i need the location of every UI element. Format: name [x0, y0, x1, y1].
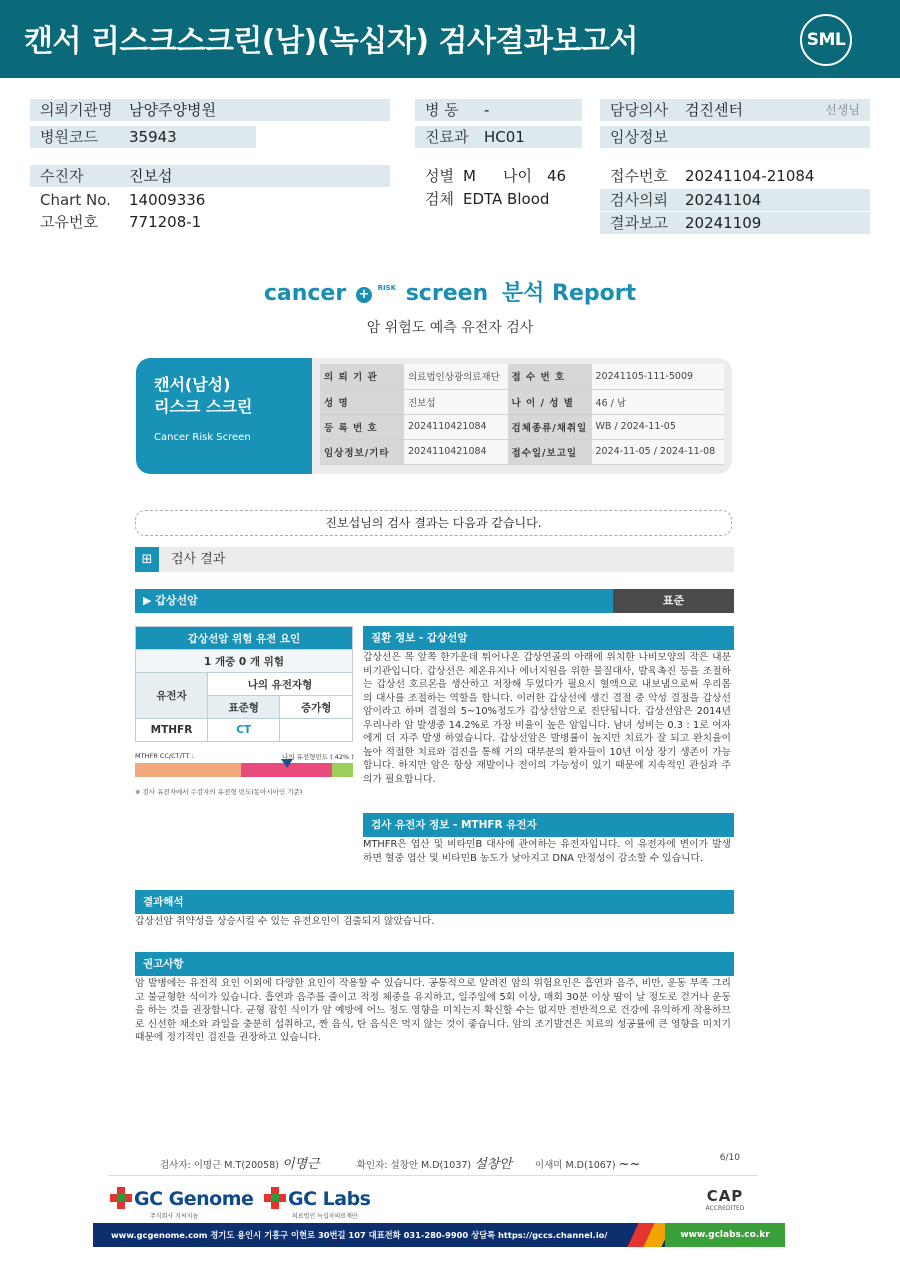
table-row: [136, 673, 353, 696]
confirmer: 확인자: 설창안 M.D(1037): [356, 1160, 472, 1171]
my-genotype-header: 나의 유전자형: [208, 673, 353, 696]
request-value: 20241104: [685, 191, 762, 209]
clinical-label: 임상정보: [610, 128, 668, 146]
frequency-note: ※ 검사 유전자에서 수검자의 유전형 빈도(동아시아인 기준): [135, 788, 303, 796]
dept-label: 진료과: [425, 128, 469, 146]
card-title-1: 캔서(남성): [154, 375, 231, 394]
ward-value: -: [484, 101, 490, 119]
card-title-en: Cancer Risk Screen: [154, 432, 251, 443]
risk-status-badge: 표준: [613, 589, 734, 613]
table-row: [320, 414, 724, 439]
hospital-code-value: 35943: [129, 128, 177, 146]
card-info-table: [320, 364, 724, 465]
patient-label: 수진자: [40, 167, 84, 185]
brand-screen: screen: [405, 281, 489, 306]
ward-row: [415, 99, 582, 121]
footer-divider: [108, 1175, 758, 1176]
card-title-2: 리스크 스크린: [154, 397, 253, 416]
signature-line: [160, 1153, 740, 1172]
doctor-label: 담당의사: [610, 101, 668, 119]
chart-label: Chart No.: [40, 191, 111, 209]
patient-value: 진보섭: [129, 167, 173, 185]
table-row: [320, 364, 724, 389]
doctor-suffix: 선생님: [825, 103, 860, 117]
patient-row: [30, 165, 390, 187]
examiner: 검사자: 이명근 M.T(20058): [160, 1160, 279, 1171]
sex-age-row: [415, 165, 595, 187]
result-message: 진보섭님의 검사 결과는 다음과 같습니다.: [135, 510, 732, 536]
receipt-value: 20241104-21084: [685, 167, 815, 185]
card-key: 접수일/보고일: [508, 439, 592, 464]
cancer-type-bar: ▶ 갑상선암: [135, 589, 613, 613]
interpretation-title: 결과해석: [135, 890, 734, 914]
footer-website: www.gclabs.co.kr: [665, 1223, 785, 1247]
sex-label: 성별: [425, 167, 454, 185]
footer-address: www.gcgenome.com 경기도 용인시 기흥구 이현로 30번길 107 대표전화 031-280-9900 상담톡 https://gccs.channel.io/: [111, 1230, 608, 1240]
scale-segment-cc: [135, 763, 241, 777]
page-number: 6/10: [719, 1153, 740, 1163]
second-signature: ~~: [618, 1157, 641, 1172]
uid-value: 771208-1: [129, 213, 202, 231]
increased-header: 증가형: [280, 696, 353, 719]
dept-row: [415, 126, 582, 148]
report-title: 캔서 리스크스크린(남)(녹십자) 검사결과보고서: [24, 24, 638, 59]
examiner-signature: 이명근: [282, 1157, 320, 1172]
result-value: 20241109: [685, 214, 762, 232]
report-header: [0, 0, 900, 78]
section-header: [135, 547, 734, 572]
gene-name: MTHFR: [136, 719, 208, 742]
receipt-label: 접수번호: [610, 167, 668, 185]
footer-bar: [93, 1223, 785, 1247]
card-value: 진보섭: [404, 389, 508, 414]
genotype-standard: CT: [208, 719, 280, 742]
gc-labs-name: GC Labs: [288, 1188, 371, 1210]
card-value: 46 / 남: [592, 389, 724, 414]
age-value: 46: [547, 167, 567, 185]
age-label: 나이: [503, 167, 532, 185]
gene-info-text: MTHFR은 엽산 및 비타민B 대사에 관여하는 유전자입니다. 이 유전자에 변이가 발생하면 혈중 엽산 및 비타민B 농도가 낮아지고 DNA 안정성이 감소할 수 있습니다.: [363, 839, 731, 864]
dept-value: HC01: [484, 128, 525, 146]
card-value: 2024110421084: [404, 439, 508, 464]
recommendation-title: 권고사항: [135, 952, 734, 976]
gc-genome-tag: 주식회사 지씨지놈: [150, 1213, 199, 1220]
confirmer-signature: 설창안: [474, 1157, 512, 1172]
plus-icon: +: [356, 287, 372, 303]
cap-sub: ACCREDITED: [705, 1205, 745, 1212]
specimen-label: 검체: [425, 190, 454, 208]
section-title: 검사 결과: [171, 552, 226, 567]
institution-row: [30, 99, 390, 121]
interpretation-text: 갑상선암 취약성을 상승시킬 수 있는 유전요인이 검출되지 않았습니다.: [135, 916, 435, 927]
gc-labs-tag: 의료법인 녹십자의료재단: [292, 1213, 358, 1220]
hospital-code-row: [30, 126, 256, 148]
table-row: [320, 439, 724, 464]
disease-info-text: 갑상선은 목 앞쪽 한가운데 튀어나온 갑상연골의 아래에 위치한 나비모양의 작은 내분비기관입니다. 갑상선은 체온유지나 에너지원을 위한 물질대사, 발육촉진 등을 조절하는 갑상선 호르몬을 생산하고 저장해 두었다가 필요시 혈액으로 내보냄으로써 우리몸의 대사를 조절하는 역할을 합니다. 이러한 갑상선에 생긴 결절 중 악성 결절을 갑상선암이라고 하며 결절의 5~10%정도가 갑상선암으로 진단됩니다. 갑상선암은 2014년 우리나라 암 발생중 14.2%로 가장 비율이 높은 암입니다. 남녀 성비는 0.3 : 1로 여자에게 더 자주 발생 하였습니다. 갑상선암은 발병률이 높지만 치료가 잘 되고 완치율이 높아 적절한 치료와 검진을 통해 거의 대부분의 환자들이 10년 이상 장기 생존이 가능합니다. 하지만 암은 항상 재발이나 전이의 가능성이 있기 때문에 지속적인 관심과 주의가 필요합니다.: [363, 652, 731, 785]
my-frequency-marker: [281, 759, 293, 768]
risk-table-title: 갑상선암 위험 유전 요인: [136, 627, 353, 650]
cap-text: CAP: [706, 1187, 744, 1205]
risk-gene-table: [135, 626, 353, 742]
brand-risk: RISK: [377, 284, 397, 292]
chart-row: [30, 189, 390, 211]
card-title-panel: [136, 358, 312, 474]
clinical-row: [600, 126, 870, 148]
doctor-value: 검진센터: [685, 101, 743, 119]
receipt-row: [600, 165, 870, 187]
scale-left-label: MTHFR CC/CT/TT :: [135, 752, 194, 760]
card-key: 임상정보/기타: [320, 439, 404, 464]
specimen-value: EDTA Blood: [463, 190, 550, 208]
uid-label: 고유번호: [40, 213, 98, 231]
genotype-frequency-scale: [135, 763, 353, 777]
scale-right-label: 나의 유전형빈도 ( 42% ): [282, 753, 354, 761]
recommendation-text: 암 발병에는 유전적 요인 이외에 다양한 요인이 작용할 수 있습니다. 공통적으로 알려진 암의 위험요인은 흡연과 음주, 비만, 운동 부족 그리고 불균형한 식이가 있습니다. 흡연과 음주를 줄이고 적정 체중을 유지하고, 일주일에 5회 이상, 매회 30분 이상 땀이 날 정도로 걷거나 운동을 하는 것을 권장합니다. 균형 잡힌 식이가 암 예방에 어느 정도 영향을 미치는지 확신할 수는 없지만 전반적으로 건강에 유익하게 작용하므로 신선한 채소와 과일을 충분히 섭취하고, 짠 음식, 탄 음식은 먹지 않는 것이 좋습니다. 암의 조기발견은 치료의 성공률에 큰 영향을 미치기 때문에 정기적인 검진을 권장하고 있습니다.: [135, 978, 731, 1043]
disease-info-title: 질환 정보 - 갑상선암: [363, 626, 734, 650]
specimen-row: [415, 188, 595, 210]
sml-logo: SML: [800, 14, 852, 66]
request-row: [600, 189, 870, 211]
card-key: 의 뢰 기 관: [320, 364, 404, 389]
test-info-card: [136, 358, 732, 474]
card-value: 20241105-111-5009: [592, 364, 724, 389]
scale-segment-tt: [332, 763, 353, 777]
table-row: [136, 650, 353, 673]
gc-cross-icon: [110, 1187, 132, 1209]
gc-cross-icon: [264, 1187, 286, 1209]
table-row: [320, 389, 724, 414]
second-confirmer: 이새미 M.D(1067): [534, 1160, 616, 1171]
gc-genome-name: GC Genome: [134, 1188, 254, 1210]
brand-cancer: cancer: [263, 281, 347, 306]
card-value: WB / 2024-11-05: [592, 414, 724, 439]
ward-label: 병 동: [425, 101, 459, 119]
cap-accredited-logo: [690, 1187, 760, 1212]
brand-logo: [0, 276, 900, 307]
gene-info-title: 검사 유전자 정보 - MTHFR 유전자: [363, 813, 734, 837]
card-value: 2024110421084: [404, 414, 508, 439]
gc-genome-logo: [110, 1187, 253, 1220]
card-value: 의료법인상광의료재단: [404, 364, 508, 389]
table-row: [136, 719, 353, 742]
card-key: 나 이 / 성 별: [508, 389, 592, 414]
genotype-increased: [280, 719, 353, 742]
brand-report: 분석 Report: [501, 281, 637, 306]
hospital-code-label: 병원코드: [40, 128, 98, 146]
card-key: 등 록 번 호: [320, 414, 404, 439]
card-value: 2024-11-05 / 2024-11-08: [592, 439, 724, 464]
card-key: 성 명: [320, 389, 404, 414]
table-row: [136, 627, 353, 650]
card-key: 접 수 번 호: [508, 364, 592, 389]
uid-row: [30, 211, 390, 233]
doctor-row: [600, 99, 870, 121]
card-key: 검체종류/채취일: [508, 414, 592, 439]
brand-subtitle: 암 위험도 예측 유전자 검사: [366, 320, 534, 336]
risk-summary: 1 개중 0 개 위험: [136, 650, 353, 673]
gene-col-header: 유전자: [136, 673, 208, 719]
institution-value: 남양주양병원: [129, 101, 216, 119]
cancer-screen-brand: [0, 276, 900, 337]
gc-labs-logo: [264, 1187, 371, 1220]
result-label: 결과보고: [610, 214, 668, 232]
folder-plus-icon: ⊞: [135, 547, 159, 572]
sex-value: M: [463, 167, 476, 185]
request-label: 검사의뢰: [610, 191, 668, 209]
standard-header: 표준형: [208, 696, 280, 719]
institution-label: 의뢰기관명: [40, 101, 113, 119]
chart-value: 14009336: [129, 191, 206, 209]
result-row: [600, 212, 870, 234]
